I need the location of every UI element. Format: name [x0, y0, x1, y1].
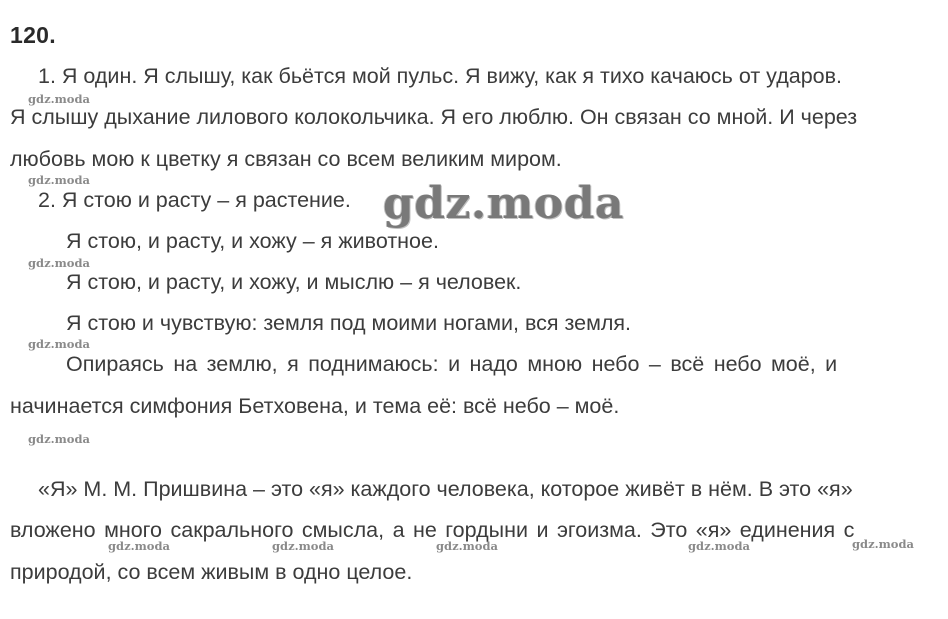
exercise-number: 120. — [10, 22, 56, 48]
text-line-8: Опираясь на землю, я поднимаюсь: и надо мною небо – всё небо моё, и — [66, 352, 838, 376]
watermark-small: gdz.moda — [28, 337, 90, 351]
watermark-small: gdz.moda — [272, 539, 334, 553]
text-line-1: 1. Я один. Я слышу, как бьётся мой пульс. Я вижу, как я тихо качаюсь от ударов. — [38, 64, 843, 88]
watermark-small: gdz.moda — [28, 92, 90, 106]
watermark-small: gdz.moda — [28, 256, 90, 270]
text-line-11: вложено много сакрального смысла, а не гордыни и эгоизма. Это «я» единения с — [10, 518, 855, 542]
text-line-6: Я стою, и расту, и хожу, и мыслю – я человек. — [66, 270, 522, 294]
watermark-small: gdz.moda — [688, 539, 750, 553]
text-line-9: начинается симфония Бетховена, и тема её: всё небо – моё. — [10, 394, 620, 418]
watermark-small: gdz.moda — [28, 432, 90, 446]
text-line-12: природой, со всем живым в одно целое. — [10, 560, 413, 584]
text-line-7: Я стою и чувствую: земля под моими ногами, вся земля. — [66, 311, 632, 335]
text-line-3: любовь мою к цветку я связан со всем великим миром. — [10, 147, 562, 171]
text-line-4: 2. Я стою и расту – я растение. — [38, 188, 351, 212]
watermark-small: gdz.moda — [852, 537, 914, 551]
watermark-small: gdz.moda — [108, 539, 170, 553]
watermark-large: gdz.moda — [383, 178, 625, 229]
text-line-10: «Я» М. М. Пришвина – это «я» каждого человека, которое живёт в нём. В это «я» — [38, 477, 853, 501]
text-line-2: Я слышу дыхание лилового колокольчика. Я его люблю. Он связан со мной. И через — [10, 105, 858, 129]
watermark-small: gdz.moda — [436, 539, 498, 553]
watermark-small: gdz.moda — [28, 173, 90, 187]
text-line-5: Я стою, и расту, и хожу – я животное. — [66, 229, 439, 253]
